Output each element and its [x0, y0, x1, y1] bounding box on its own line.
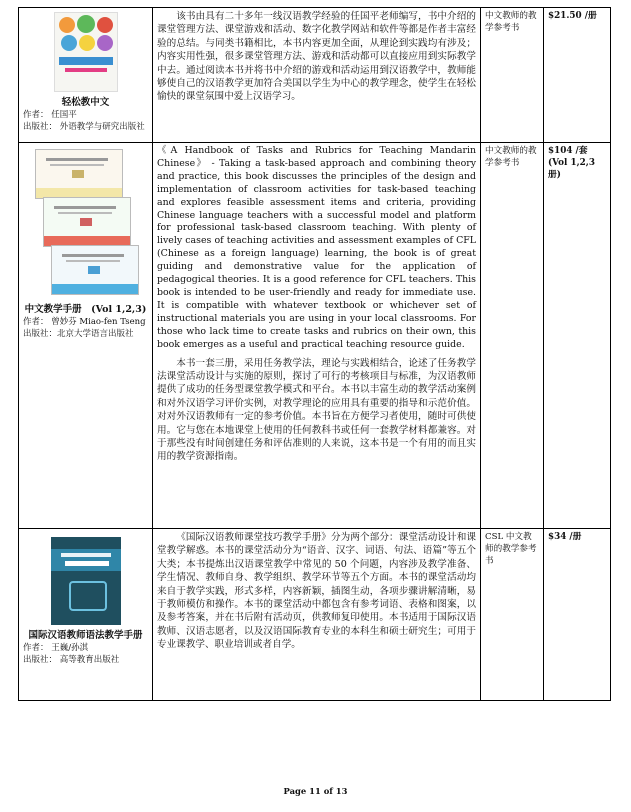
- book-title: 轻松教中文: [61, 97, 110, 108]
- table-row: [19, 529, 611, 701]
- book-cover-image: [54, 12, 118, 92]
- book-publisher: 出版社： 外语教学与研究出版社: [23, 122, 145, 132]
- book-info-cell: [19, 8, 153, 143]
- book-category: 中文教师的教学参考书: [485, 11, 537, 33]
- book-price-cell: [544, 143, 611, 529]
- book-title: 中文教学手册 (Vol 1,2,3): [24, 304, 147, 315]
- book-category-cell: [481, 8, 544, 143]
- book-cover-image: [51, 537, 121, 625]
- book-info-cell: [19, 529, 153, 701]
- book-info-cell: [19, 143, 153, 529]
- book-cover-image: [31, 147, 141, 299]
- book-category-cell: [481, 143, 544, 529]
- book-publisher: 出版社：北京大学语言出版社: [23, 329, 134, 339]
- page-number: Page 11 of 13: [283, 786, 348, 796]
- book-price-cell: [544, 529, 611, 701]
- book-author: 作者： 曾妙芬 Miao-fen Tseng: [23, 317, 146, 327]
- book-category: CSL 中文教师的教学参考书: [485, 532, 537, 566]
- book-price: $104 /套 (Vol 1,2,3册): [548, 146, 595, 180]
- book-description-zh: 本书一套三册，采用任务教学法，理论与实践相结合，论述了任务教学法课堂活动设计与实施的原则，探讨了可行的考核项目与标准，为汉语教师提供了成功的任务型课堂教学模式和平台。本书以丰富生动的教学活动案例和对外汉语学习评价实例，对教学理论的应用具有重要的指导和示范价值。对对外汉语教师有一定的参考价值。本书旨在方便学习者使用，随时可供使用。它与您在本地课堂上使用的任何教科书或任何一套教学材料都兼容。对于那些没有时间创建任务和评估准则的人来说，这本书是一个有用的而且实用的教学资源指南。: [157, 357, 476, 463]
- book-author: 作者： 任国平: [23, 110, 77, 120]
- book-category-cell: [481, 529, 544, 701]
- book-description-cell: [153, 8, 481, 143]
- book-publisher: 出版社： 高等教育出版社: [23, 655, 120, 665]
- book-author: 作者： 王巍/孙淇: [23, 643, 89, 653]
- book-catalog-table: [18, 7, 611, 701]
- book-description-cell: [153, 529, 481, 701]
- book-description-cell: [153, 143, 481, 529]
- book-price: $34 /册: [548, 532, 582, 542]
- table-row: [19, 8, 611, 143]
- book-title: 国际汉语教师语法教学手册: [28, 630, 143, 641]
- book-price-cell: [544, 8, 611, 143]
- book-description-en: 《A Handbook of Tasks and Rubrics for Teaching Mandarin Chinese》 - Taking a task-based approach and combining theory and practice, this book discusses the principles of the design and implementation of classroom activities for task-based teaching and explores feasible assessment items and criteria, providing Chinese language teachers with a successful model and platform for professional task-based classroom teaching. With plenty of lively cases of teaching activities and assessment examples of CFL (Chinese as a foreign language) learning, the book is of great guiding and demonstrative value for the application of pedagogical theories. It is a good reference for CFL teachers. This book is intended to be user-friendly and ready for immediate use. It is compatible with whatever textbook or whichever set of instructional materials you are using in your local classrooms. For those who lack time to create tasks and rubrics on their own, this book emerges as a useful and practical teaching resource guide.: [157, 145, 476, 350]
- book-price: $21.50 /册: [548, 11, 597, 21]
- table-row: [19, 143, 611, 529]
- book-category: 中文教师的教学参考书: [485, 146, 537, 168]
- book-description-zh: 该书由具有二十多年一线汉语教学经验的任国平老师编写，书中介绍的课堂管理方法、课堂游戏和活动、数字化教学网站和软件等都是作者丰富经验的总结。与同类书籍相比，本书内容更加全面，从理论到实践均有涉及；内容实用性强，很多课堂管理方法、游戏和活动都可以直接应用到实际教学中去。通过阅读本书并将书中介绍的游戏和活动运用到汉语教学中，教师能够使自己的汉语教学更加符合美国以学生为中心的教学理念，使学生在轻松愉快的课堂氛围中爱上汉语学习。: [157, 11, 476, 103]
- book-description-zh: 《国际汉语教师课堂技巧教学手册》分为两个部分：课堂活动设计和课堂教学解惑。本书的课堂活动分为“语音、汉字、词语、句法、语篇”等五个大类；本书提炼出汉语课堂教学中常见的 50 个问题，内容涉及教学准备、学生情况、教师自身、教学组织、教学环节等五个方面。本书的课堂活动均来自于教学实践，形式多样，内容新颖，插图生动，各项步骤讲解清晰，易于教师模仿和操作。本书的课堂活动中都包含有参考词语、表格和图案，以及参考答案，并在书后附有活动页，供教师复印使用。本书适用于国际汉语教师、汉语志愿者，以及汉语国际教育专业的本科生和硕士研究生；可用于专业课教学、职业培训或者自学。: [157, 532, 476, 651]
